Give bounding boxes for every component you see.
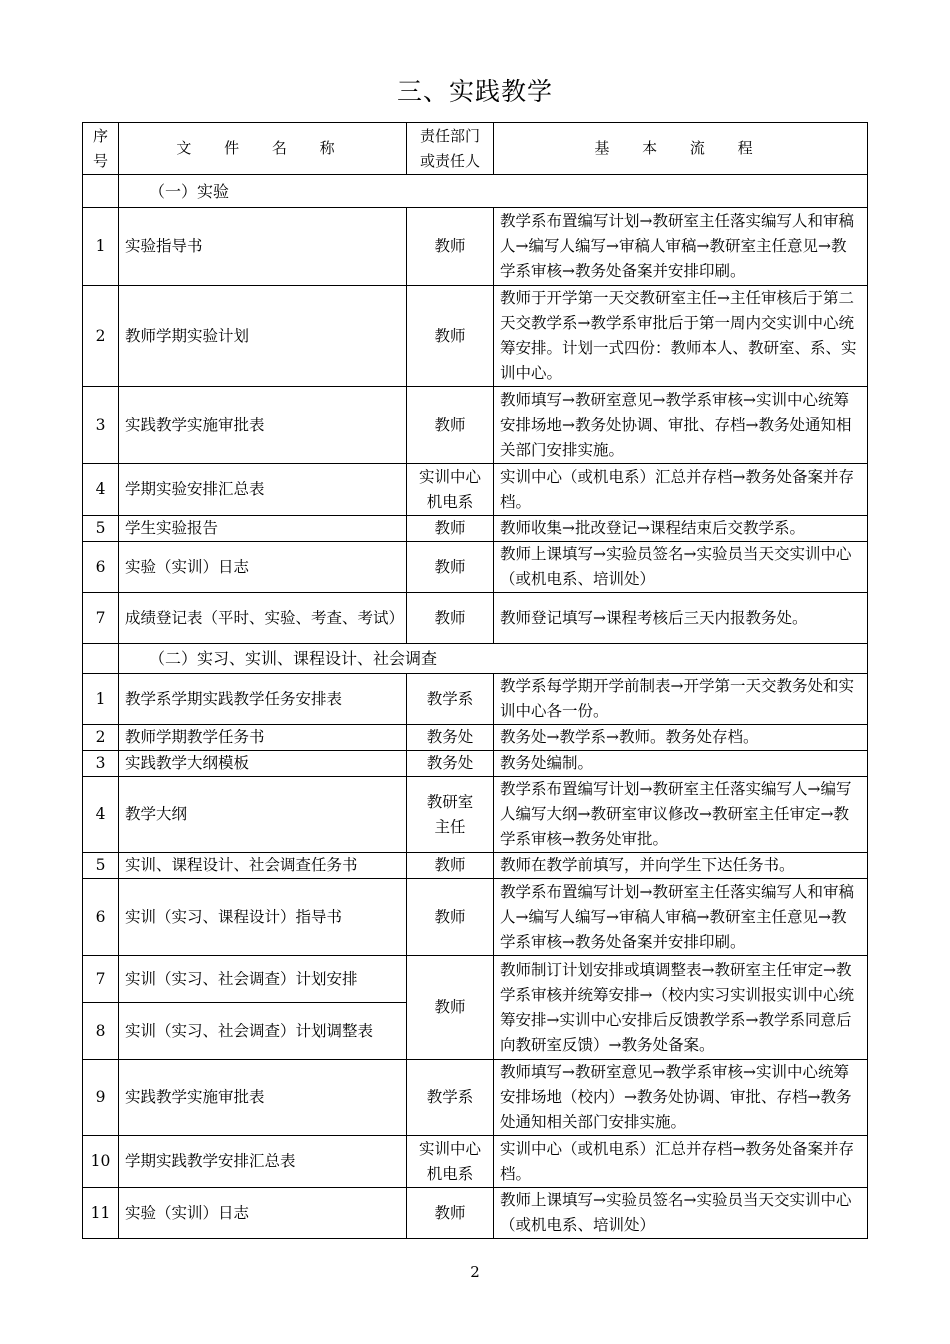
row-dept: 实训中心机电系 xyxy=(407,1136,494,1188)
row-flow: 教师于开学第一天交教研室主任→主任审核后于第二天交教学系→教学系审批后于第一周内交实训中心统筹安排。计划一式四份：教师本人、教研室、系、实训中心。 xyxy=(494,286,868,387)
section-row xyxy=(83,175,868,208)
row-name: 教师学期实验计划 xyxy=(119,286,407,387)
row-dept: 教师 xyxy=(407,853,494,879)
row-flow: 教师上课填写→实验员签名→实验员当天交实训中心（或机电系、培训处） xyxy=(494,1188,868,1239)
row-no: 1 xyxy=(83,208,119,286)
row-no: 5 xyxy=(83,853,119,879)
table-row xyxy=(83,956,868,1003)
row-name: 实训（实习、社会调查）计划调整表 xyxy=(119,1003,407,1060)
row-dept: 教师 xyxy=(407,593,494,644)
table-row xyxy=(83,725,868,751)
row-dept: 教务处 xyxy=(407,725,494,751)
row-name: 实践教学实施审批表 xyxy=(119,387,407,464)
table-row xyxy=(83,1188,868,1239)
row-name: 学生实验报告 xyxy=(119,516,407,542)
header-no: 序号 xyxy=(83,123,119,175)
row-name: 教师学期教学任务书 xyxy=(119,725,407,751)
row-name: 实践教学大纲模板 xyxy=(119,751,407,777)
row-dept: 教师 xyxy=(407,956,494,1060)
row-flow: 教学系布置编写计划→教研室主任落实编写人→编写人编写大纲→教研室审议修改→教研室主任审定→教学系审核→教务处审批。 xyxy=(494,777,868,853)
row-no: 2 xyxy=(83,286,119,387)
row-name: 实训（实习、课程设计）指导书 xyxy=(119,879,407,956)
row-no: 4 xyxy=(83,464,119,516)
table-row xyxy=(83,286,868,387)
row-name: 实践教学实施审批表 xyxy=(119,1060,407,1136)
section-title: （一）实验 xyxy=(119,175,868,208)
table-row xyxy=(83,853,868,879)
row-flow: 教务处编制。 xyxy=(494,751,868,777)
row-flow: 教师填写→教研室意见→教学系审核→实训中心统筹安排场地（校内）→教务处协调、审批、存档→教务处通知相关部门安排实施。 xyxy=(494,1060,868,1136)
row-dept: 教师 xyxy=(407,879,494,956)
row-no: 7 xyxy=(83,593,119,644)
row-dept: 教学系 xyxy=(407,1060,494,1136)
row-flow: 教师收集→批改登记→课程结束后交教学系。 xyxy=(494,516,868,542)
table-row xyxy=(83,516,868,542)
row-name: 实验（实训）日志 xyxy=(119,542,407,593)
row-flow: 教学系每学期开学前制表→开学第一天交教务处和实训中心各一份。 xyxy=(494,674,868,725)
section-title: （二）实习、实训、课程设计、社会调查 xyxy=(119,644,868,674)
row-dept: 教师 xyxy=(407,387,494,464)
row-name: 实训（实习、社会调查）计划安排 xyxy=(119,956,407,1003)
row-dept: 教师 xyxy=(407,542,494,593)
table-header-row xyxy=(83,123,868,175)
row-name: 教学系学期实践教学任务安排表 xyxy=(119,674,407,725)
document-table xyxy=(82,122,868,1239)
row-flow: 教师填写→教研室意见→教学系审核→实训中心统筹安排场地→教务处协调、审批、存档→教务处通知相关部门安排实施。 xyxy=(494,387,868,464)
row-no: 1 xyxy=(83,674,119,725)
table-row xyxy=(83,879,868,956)
row-no: 2 xyxy=(83,725,119,751)
row-name: 实验指导书 xyxy=(119,208,407,286)
row-no: 6 xyxy=(83,879,119,956)
header-flow: 基 本 流 程 xyxy=(494,123,868,175)
header-name: 文 件 名 称 xyxy=(119,123,407,175)
row-no: 3 xyxy=(83,751,119,777)
row-dept: 教务处 xyxy=(407,751,494,777)
row-flow: 教师上课填写→实验员签名→实验员当天交实训中心（或机电系、培训处） xyxy=(494,542,868,593)
table-row xyxy=(83,1136,868,1188)
table-row xyxy=(83,542,868,593)
row-dept: 教师 xyxy=(407,208,494,286)
row-flow: 实训中心（或机电系）汇总并存档→教务处备案并存档。 xyxy=(494,464,868,516)
row-name: 学期实践教学安排汇总表 xyxy=(119,1136,407,1188)
table-row xyxy=(83,208,868,286)
row-flow: 教师在教学前填写，并向学生下达任务书。 xyxy=(494,853,868,879)
row-no: 6 xyxy=(83,542,119,593)
row-name: 成绩登记表（平时、实验、考查、考试） xyxy=(119,593,407,644)
row-name: 实训、课程设计、社会调查任务书 xyxy=(119,853,407,879)
row-name: 实验（实训）日志 xyxy=(119,1188,407,1239)
table-row xyxy=(83,751,868,777)
row-no: 7 xyxy=(83,956,119,1003)
section-row xyxy=(83,644,868,674)
header-dept: 责任部门或责任人 xyxy=(407,123,494,175)
row-name: 学期实验安排汇总表 xyxy=(119,464,407,516)
row-no: 4 xyxy=(83,777,119,853)
row-no: 3 xyxy=(83,387,119,464)
page-title: 三、实践教学 xyxy=(396,77,553,106)
table-row xyxy=(83,777,868,853)
table-row xyxy=(83,674,868,725)
row-no: 10 xyxy=(83,1136,119,1188)
row-dept: 实训中心机电系 xyxy=(407,464,494,516)
row-flow: 实训中心（或机电系）汇总并存档→教务处备案并存档。 xyxy=(494,1136,868,1188)
row-name: 教学大纲 xyxy=(119,777,407,853)
row-flow: 教务处→教学系→教师。教务处存档。 xyxy=(494,725,868,751)
row-no: 5 xyxy=(83,516,119,542)
table-row xyxy=(83,1060,868,1136)
row-dept: 教师 xyxy=(407,516,494,542)
row-no: 11 xyxy=(83,1188,119,1239)
row-flow: 教师登记填写→课程考核后三天内报教务处。 xyxy=(494,593,868,644)
table-row xyxy=(83,593,868,644)
row-no: 8 xyxy=(83,1003,119,1060)
row-flow: 教师制订计划安排或填调整表→教研室主任审定→教学系审核并统筹安排→（校内实习实训报实训中心统筹安排→实训中心安排后反馈教学系→教学系同意后向教研室反馈）→教务处备案。 xyxy=(494,956,868,1060)
row-dept: 教学系 xyxy=(407,674,494,725)
row-dept: 教师 xyxy=(407,1188,494,1239)
row-flow: 教学系布置编写计划→教研室主任落实编写人和审稿人→编写人编写→审稿人审稿→教研室主任意见→教学系审核→教务处备案并安排印刷。 xyxy=(494,879,868,956)
row-dept: 教研室主任 xyxy=(407,777,494,853)
table-row xyxy=(83,387,868,464)
row-flow: 教学系布置编写计划→教研室主任落实编写人和审稿人→编写人编写→审稿人审稿→教研室主任意见→教学系审核→教务处备案并安排印刷。 xyxy=(494,208,868,286)
table-row xyxy=(83,464,868,516)
row-no: 9 xyxy=(83,1060,119,1136)
row-dept: 教师 xyxy=(407,286,494,387)
page-number: 2 xyxy=(470,1263,480,1281)
